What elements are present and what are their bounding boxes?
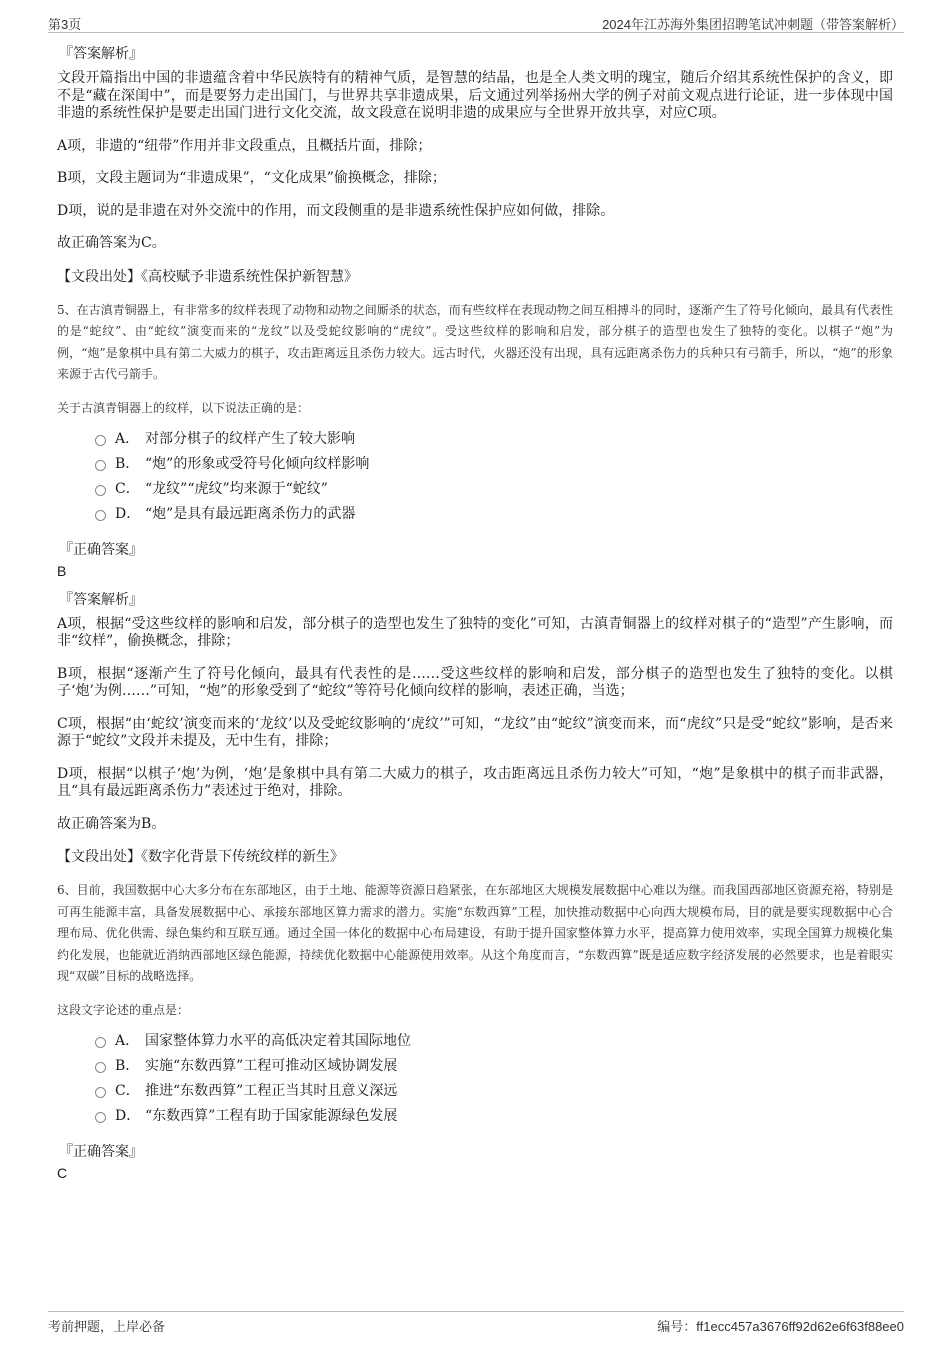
q4-analysis-para: 故正确答案为C。 [57, 235, 166, 251]
q6-correct-answer: C [57, 1164, 68, 1181]
option-letter: D． [115, 505, 141, 522]
q5-question-text: 5、在古滇青铜器上，有非常多的纹样表现了动物和动物之间厮杀的状态，而有些纹样在表现动物之间互相搏斗的同时，逐渐产生了符号化倾向，最具有代表性的是“蛇纹”、由“蛇纹”演变而来的“龙纹”以及受蛇纹影响的“虎纹”。受这些纹样的影响和启发，部分棋子的造型也发生了独特的变化。以棋子“炮”为例，“炮”是象棋中具有第二大威力的棋子，攻击距离远且杀伤力较大。远古时代，火器还没有出现，具有远距离杀伤力的兵种只有弓箭手，所以，“炮”的形象来源于古代弓箭手。 [57, 302, 893, 381]
q4-analysis-para: A项，非遗的“纽带”作用并非文段重点，且概括片面，排除； [57, 137, 432, 154]
q5-prompt: 关于古滇青铜器上的纹样，以下说法正确的是： [57, 400, 310, 415]
q6-question-text: 6、目前，我国数据中心大多分布在东部地区，由于土地、能源等资源日趋紧张，在东部地区大规模发展数据中心难以为继。而我国西部地区资源充裕，特别是可再生能源丰富，具备发展数据中心、承接东部地区算力需求的潜力。实施“东数西算”工程，加快推动数据中心向西大规模布局，目的就是要实现数据中心合理布局、优化供需、绿色集约和互联互通。通过全国一体化的数据中心布局建设，有助于提升国家整体算力水平，提高算力使用效率，实现全国算力规模化集约化发展，也能就近消纳西部地区绿色能源，持续优化数据中心能源使用效率。从这个角度而言，“东数西算”既是适应数字经济发展的必然要求，也是着眼实现“双碳”目标的战略选择。 [57, 883, 893, 983]
option-letter: D． [115, 1107, 141, 1124]
q4-analysis-para: 文段开篇指出中国的非遗蕴含着中华民族特有的精神气质，是智慧的结晶，也是全人类文明的瑰宝，随后介绍其系统性保护的含义，即不是“藏在深闺中”，而是要努力走出国门，与世界共享非遗成果，后文通过列举扬州大学的例子对前文观点进行论证，进一步体现中国非遗的系统性保护是要走出国门进行文化交流，故文段意在说明非遗的成果应与全世界开放共享，对应C项。 [57, 70, 893, 121]
option-text: 推进“东数西算”工程正当其时且意义深远 [145, 1082, 398, 1099]
q5-correct-answer: B [57, 562, 67, 579]
radio-circle-icon[interactable] [95, 510, 106, 521]
q6-prompt: 这段文字论述的重点是： [57, 1002, 190, 1017]
document-code: 编号：ff1ecc457a3676ff92d62e6f63f88ee0 [657, 1319, 904, 1334]
q5-analysis-para: D项，根据“以棋子‘炮’为例，‘炮’是象棋中具有第二大威力的棋子，攻击距离远且杀伤力较大”可知，“炮”是象棋中的棋子而非武器，且“具有最远距离杀伤力”表述过于绝对，排除。 [57, 765, 893, 799]
option-letter: B． [115, 1057, 140, 1074]
page-header [48, 10, 904, 33]
option-letter: C． [115, 480, 140, 497]
q5-options [95, 430, 893, 530]
q6-option-b[interactable] [95, 1057, 893, 1082]
radio-circle-icon[interactable] [95, 435, 106, 446]
option-text: 对部分棋子的纹样产生了较大影响 [145, 430, 355, 447]
q5-option-c[interactable] [95, 480, 893, 505]
option-text: 国家整体算力水平的高低决定着其国际地位 [145, 1032, 411, 1049]
q4-analysis-para: D项，说的是非遗在对外交流中的作用，而文段侧重的是非遗系统性保护应如何做，排除。 [57, 202, 615, 219]
q4-analysis-para: B项，文段主题词为“非遗成果”，“文化成果”偷换概念，排除； [57, 170, 446, 186]
q5-option-b[interactable] [95, 455, 893, 480]
radio-circle-icon[interactable] [95, 1087, 106, 1098]
q5-option-a[interactable] [95, 430, 893, 455]
option-text: “东数西算”工程有助于国家能源绿色发展 [145, 1107, 398, 1124]
option-text: “炮”的形象或受符号化倾向纹样影响 [145, 455, 370, 472]
q5-source: 【文段出处】《数字化背景下传统纹样的新生》 [57, 849, 344, 865]
q5-correct-label: 『正确答案』 [59, 541, 143, 558]
radio-circle-icon[interactable] [95, 1062, 106, 1073]
option-letter: A． [115, 430, 140, 447]
q5-analysis-label: 『答案解析』 [59, 591, 143, 608]
q5-analysis-para: 故正确答案为B。 [57, 815, 166, 832]
radio-circle-icon[interactable] [95, 1112, 106, 1123]
q5-analysis-para: B项，根据“逐渐产生了符号化倾向，最具有代表性的是……受这些纹样的影响和启发，部分棋子的造型也发生了独特的变化。以棋子‘炮’为例……”可知，“炮”的形象受到了“蛇纹”等符号化倾向纹样的影响，表述正确，当选； [57, 665, 893, 699]
page-footer [48, 1311, 904, 1336]
radio-circle-icon[interactable] [95, 485, 106, 496]
option-letter: C． [115, 1082, 140, 1099]
q4-source: 【文段出处】《高校赋予非遗系统性保护新智慧》 [57, 268, 358, 285]
q5-analysis-para: C项，根据“由‘蛇纹’演变而来的‘龙纹’以及受蛇纹影响的‘虎纹’”可知，“龙纹”由“蛇纹”演变而来，而“虎纹”只是受“蛇纹”影响，是否来源于“蛇纹”文段并未提及，无中生有，排除； [57, 715, 893, 749]
page-content [57, 44, 893, 1192]
radio-circle-icon[interactable] [95, 460, 106, 471]
q4-analysis-label: 『答案解析』 [59, 46, 143, 62]
q6-option-a[interactable] [95, 1032, 893, 1057]
page-number: 第3页 [48, 17, 82, 32]
q6-option-c[interactable] [95, 1082, 893, 1107]
option-letter: B． [115, 455, 140, 472]
option-text: “炮”是具有最远距离杀伤力的武器 [145, 505, 356, 522]
option-text: 实施“东数西算”工程可推动区域协调发展 [145, 1057, 398, 1074]
q6-correct-label: 『正确答案』 [59, 1143, 143, 1160]
option-text: “龙纹”“虎纹”均来源于“蛇纹” [145, 480, 328, 497]
q6-option-d[interactable] [95, 1107, 893, 1132]
q6-options [95, 1032, 893, 1132]
option-letter: A． [115, 1032, 140, 1049]
document-title: 2024年江苏海外集团招聘笔试冲刺题（带答案解析） [602, 17, 904, 32]
radio-circle-icon[interactable] [95, 1037, 106, 1048]
footer-slogan: 考前押题，上岸必备 [48, 1319, 166, 1334]
q5-option-d[interactable] [95, 505, 893, 530]
q5-analysis-para: A项，根据“受这些纹样的影响和启发，部分棋子的造型也发生了独特的变化”可知，古滇青铜器上的纹样对棋子的“造型”产生影响，而非“纹样”，偷换概念，排除； [57, 615, 893, 649]
